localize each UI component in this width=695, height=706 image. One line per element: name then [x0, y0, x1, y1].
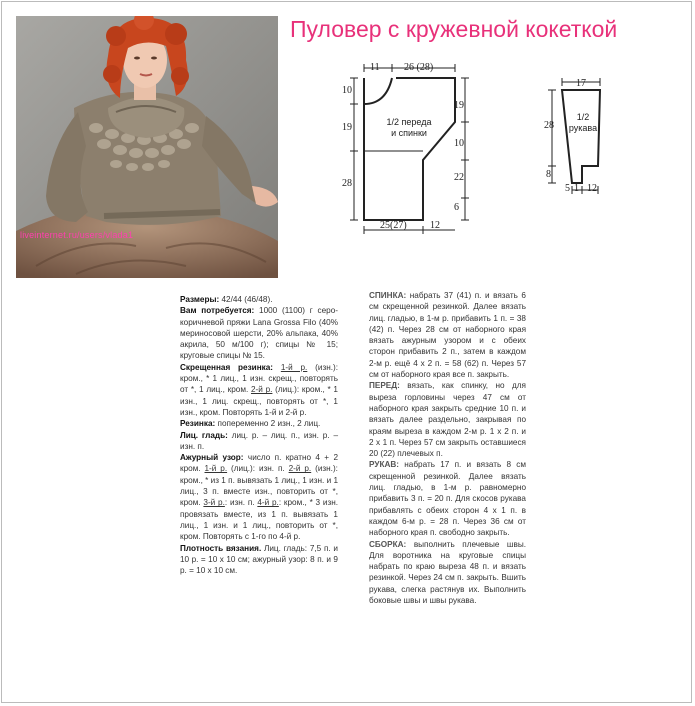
- sleeve-paragraph: [369, 459, 526, 538]
- cross-rib-row1: 1-й р.: [280, 362, 308, 372]
- sleeve-diagram: [548, 78, 600, 194]
- front-paragraph: [369, 380, 526, 459]
- dim-right-mid: 10: [454, 138, 464, 149]
- rib-paragraph: [180, 418, 338, 429]
- lace-row4: 4-й р.: [257, 498, 279, 508]
- dim-right-lower: 22: [454, 172, 464, 183]
- stockinette-label: Лиц. гладь:: [180, 430, 228, 440]
- sleeve-dim-height: 28: [544, 120, 554, 131]
- lace-label: Ажурный узор:: [180, 453, 244, 463]
- stockinette-paragraph: [180, 430, 338, 453]
- cross-rib-label: Скрещенная резинка:: [180, 362, 274, 372]
- dim-top-left: 11: [370, 62, 380, 73]
- sizes-value: 42/44 (46/48).: [221, 295, 273, 304]
- lace-row1: 1-й р.: [204, 464, 228, 474]
- front-back-diagram: [350, 64, 469, 234]
- assembly-paragraph: [369, 539, 526, 607]
- instructions-column-1: [180, 294, 338, 576]
- front-text: вязать, как спинку, но для выреза горловины через 47 см от наборного края закрыть средние 10 п. и вязать далее раздельно, закрывая по краям выреза в каждом 2-м р. 1 х 2 п. и 2 х 1 п. Через 57 см закрыть оставшиеся 20 (22) плечевых п.: [369, 381, 526, 459]
- assembly-label: СБОРКА:: [369, 539, 407, 549]
- cross-rib-row2: 2-й р.: [250, 385, 273, 395]
- dim-right-upper: 19: [454, 100, 464, 111]
- sizes-paragraph: [180, 294, 338, 305]
- dim-right-bottom: 6: [454, 202, 459, 213]
- rib-label: Резинка:: [180, 419, 216, 429]
- lace-row3-text: : изн. п.: [224, 498, 255, 508]
- materials-label: Вам потребуется:: [180, 306, 255, 316]
- lace-row3: 3-й р.: [203, 498, 225, 508]
- gauge-paragraph: [180, 543, 338, 577]
- instructions-column-2: [369, 290, 526, 606]
- front-label-line1: 1/2 переда: [386, 117, 432, 127]
- sleeve-label: РУКАВ:: [369, 460, 399, 470]
- sleeve-dim-cuff: 8: [546, 169, 551, 180]
- lace-row1-text: (лиц.): изн. п.: [231, 464, 285, 474]
- dim-top-right: 26 (28): [404, 62, 434, 73]
- materials-paragraph: [180, 305, 338, 361]
- sleeve-dim-top: 17: [576, 78, 586, 89]
- lace-intro: число п. кратно 4 + 2 кром.: [180, 453, 339, 474]
- rib-value: попеременно 2 изн., 2 лиц.: [217, 419, 321, 429]
- gauge-label: Плотность вязания.: [180, 543, 262, 553]
- front-label-line2: и спинки: [391, 128, 427, 138]
- dim-neck-depth: 10: [342, 85, 352, 96]
- sleeve-dim-bottom-left: 5: [565, 183, 570, 194]
- dim-left-upper: 19: [342, 122, 352, 133]
- lace-paragraph: [180, 452, 338, 542]
- page-title: Пуловер с кружевной кокеткой: [290, 16, 618, 42]
- cross-rib-row1-text: (изн.): кром., * 1 лиц., 1 изн. скрещ., повторять от *, 1 лиц., кром.: [180, 362, 338, 395]
- cross-rib-paragraph: [180, 362, 338, 418]
- back-text: набрать 37 (41) п. и вязать 6 см скрещенной резинкой. Далее вязать лиц. гладью, в 1-м р. прибавить 1 п. = 38 (42) п. Через 28 см от наборного края вязать ажурным узором и с обеих сторон прибавить 2 п., затем в каждом 2-м р. ещё 4 х 2 п. = 58 (62) п. Через 57 см от наборного края все п. закрыть.: [369, 291, 526, 380]
- schematic-diagrams: [340, 58, 680, 238]
- back-label: СПИНКА:: [369, 291, 407, 300]
- materials-value: 1000 (1100) г серо-коричневой пряжи Lana Grossa Filo (40% мериносовой шерсти, 20% альпака, 40% акрила, 50 м/100 г); спицы № 15; круговые спицы № 15.: [180, 306, 338, 361]
- dim-bottom-right: 12: [430, 220, 440, 231]
- gauge-value: Лиц. гладь: 7,5 п. и 10 р. = 10 х 10 см; ажурный узор: 8 п. и 9 р. = 10 х 10 см.: [180, 543, 338, 576]
- lace-row2: 2-й р.: [288, 464, 312, 474]
- sleeve-label-line2: рукава: [568, 123, 598, 133]
- lace-row2-text: (изн.): кром., * из 1 п. вывязать 1 лиц., 1 изн. и 1 лиц., 3 п. вместе изн., повторить от *, кром.: [180, 464, 338, 508]
- front-label: ПЕРЕД:: [369, 381, 400, 391]
- lace-row4-text: : кром., * 3 изн. провязать вместе, из 1 п. вывязать 1 лиц., 1 изн. и 1 лиц., повторить от *, кром. Повторять с 1-го по 4-й р.: [180, 498, 339, 542]
- sleeve-text: набрать 17 п. и вязать 8 см скрещенной резинкой. Далее вязать лиц. гладью, в 1-м р. равномерно прибавить 3 п. = 20 п. Для скосов рукава прибавлять с обеих сторон 4 х 1 п. в каждом 6-м р. = 28 п. Через 36 см от наборного края п. свободно закрыть.: [369, 460, 526, 538]
- dim-bottom-width: 25(27): [380, 220, 407, 231]
- stockinette-value: лиц. р. – лиц. п., изн. р. – изн. п.: [180, 430, 338, 451]
- sizes-label: Размеры:: [180, 295, 220, 304]
- sleeve-dim-bottom-mid: 1: [574, 183, 579, 194]
- dim-left-lower: 28: [342, 178, 352, 189]
- sleeve-dim-bottom-right: 12: [587, 183, 597, 194]
- back-paragraph: [369, 290, 526, 380]
- model-photo: [16, 16, 278, 278]
- watermark-text: liveinternet.ru/users/vlada1: [20, 230, 134, 240]
- cross-rib-row2-text: (лиц.): кром., * 1 изн., 1 лиц. скрещ., повторять от *, 1 изн., кром. Повторять 1-й и 2-й р.: [180, 385, 338, 417]
- assembly-text: выполнить плечевые швы. Для воротника на круговые спицы набрать по краю выреза 48 п. и вязать резинкой. Через 24 см п. закрыть. Вшить рукава, слегка растянув их. Выполнить боковые швы и швы рукава.: [369, 539, 526, 606]
- sleeve-label-line1: 1/2: [576, 112, 590, 122]
